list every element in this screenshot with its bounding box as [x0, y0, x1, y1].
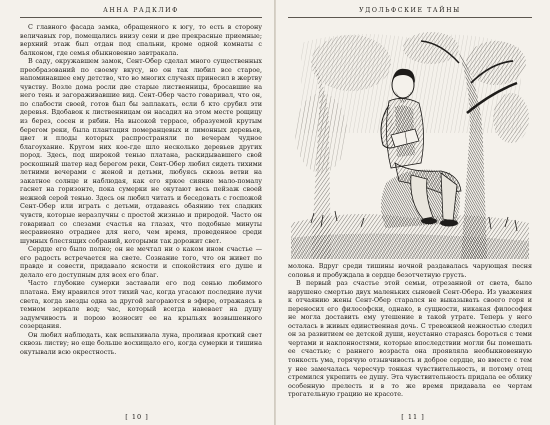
- left-page-text: [20, 23, 262, 356]
- paragraph: Сердце его было полно; он не мечтал ни о каком ином счастье — его радость встречается на свете. Сознание того, что он живет по правде и совести, придавало ясности и спокойствия его душе и делало его доступным для всех его благ.: [20, 245, 262, 279]
- running-head-right: УДОЛЬФСКИЕ ТАЙНЫ: [359, 7, 461, 14]
- header-rule-left: [20, 17, 262, 18]
- engraving-illustration: [291, 23, 529, 259]
- right-page-text: [288, 262, 532, 399]
- page-number-right: [ 11 ]: [401, 413, 425, 421]
- paragraph: В первый раз счастье этой семьи, отрезанной от света, было нарушено смертью двух маленьких сыновей Сент-Обера. Из уважения к отчаянию жены Сент-Обер старался не выказывать своего горя и переносил его философски, однако, в сущности, никакая философия не могла доставить ему утешение в такой утрате. Теперь у него осталась в живых единственная дочь. С тревожной нежностью следил он за развитием ее детской души, неустанно стараясь бороться с теми чертами и наклонностями, которые впоследствии могли бы помешать ее счастью; с раннего возраста она проявляла необыкновенную тонкость ума, горячую отзывчивость и доброе сердце, но вместе с тем у нее замечалась чересчур тонкая чувствительность, и потому отец стремился укрепить ее душу. Эта чувствительность придала ее облику особенную прелесть и в то же время придавала ее чертам трогательную грацию не красоте.: [288, 279, 532, 399]
- right-page: [276, 0, 550, 425]
- left-page: [0, 0, 274, 425]
- paragraph: В саду, окружавшем замок, Сент-Обер сделал много существенных преобразований по своему вкусу, но он так любил все старое, напоминавшее ему детство, что во многих случаях принесил в жертву чувству. Возле дома росли две старые лиственницы, бросавшие на него тень и загораживавшие вид. Сент-Обер часто говаривал, что он, по слабости своей, готов был бы заплакать, если б кто срубил эти деревья. Вдобавок к лиственницам он насадил на этом месте рощицу из берез, сосен и рябин. На высокой террасе, образуемой крутым берегом реки, была плантация померанцевых и лимонных деревьев, цвет и плоды которых распространяли по вечерам чудное благоухание. Кругом них кое-где шло несколько деревьев других пород. Здесь, под широкой тенью платана, раскидывавшего свой роскошный шатер над берегом реки, Сент-Обер любил сидеть тихими летними вечерами с женой и детьми, любуясь сквозь ветви на закатное солнце и наблюдая, как его яркое сияние мало-помалу гаснет на горизонте, пока сумерки не окутают весь пейзаж своей нежной серой тенью. Здесь он любил читать и беседовать с госпожой Сент-Обер или играть с детьми, отдаваясь обаянию тех сладких чувств, которые неразлучны с простой жизнью и природой. Часто он говаривал со слезами счастья на глазах, что подобные минуты несравненно отраднее для него, чем время, проведенное среди шумных блестящих собраний, которыми так дорожит свет.: [20, 57, 262, 245]
- paragraph: С главного фасада замка, обращенного к югу, то есть в сторону величавых гор, помещались внизу сени и две прекрасные приемные; верхний этаж был отдан под спальни, кроме одной комнаты с балконом, где семья обыкновенно завтракала.: [20, 23, 262, 57]
- engraving-svg: [291, 23, 529, 259]
- header-rule-right: [288, 17, 532, 18]
- running-head-left: АННА РАДКЛИФ: [103, 7, 179, 14]
- page-number-left: [ 10 ]: [125, 413, 149, 421]
- paragraph: Часто глубокие сумерки заставали его под сенью любимого платана. Ему нравился этот тихий час, когда угасают последние лучи света, когда звезды одна за другой загораются в эфире, отражаясь в темном зеркале вод; час, который всегда навевает на душу задумчивость и порою возносит ее на крыльях возвышенного созерцания.: [20, 279, 262, 331]
- paragraph: молока. Вдруг среди тишины ночной раздавалась чарующая песня соловья и пробуждала в сердце безотчетную грусть.: [288, 262, 532, 279]
- paragraph: Он любил наблюдать, как вспыхивала луна, проливая кроткий свет сквозь листву; но еще больше восхищало его, когда сумерки и тишина окутывали всю окрестность.: [20, 330, 262, 356]
